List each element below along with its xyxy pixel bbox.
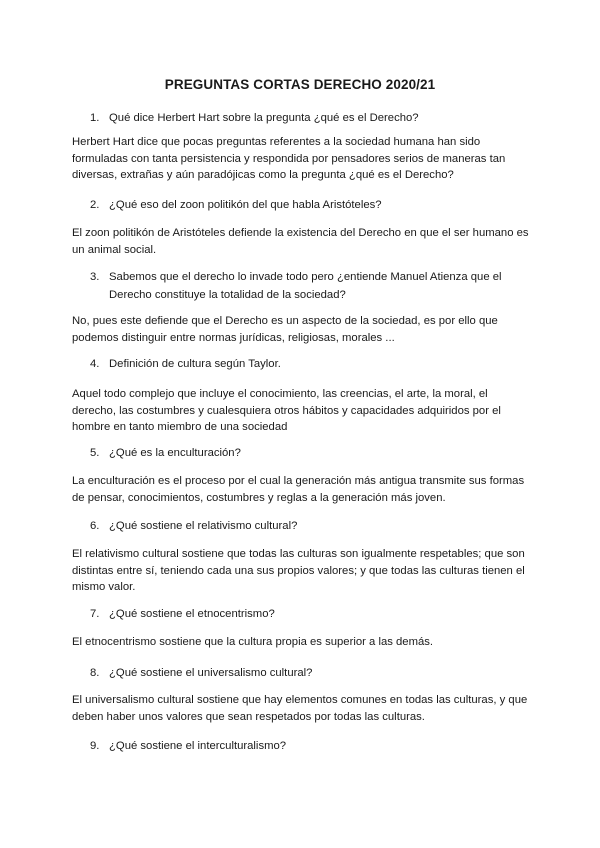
answer-3: No, pues este defiende que el Derecho es un aspecto de la sociedad, es por ello que podemos distinguir entre normas jurídicas, religiosas, morales ... (72, 315, 498, 344)
question-2 (90, 196, 530, 214)
question-text: ¿Qué es la enculturación? (109, 447, 241, 459)
question-text: ¿Qué sostiene el universalismo cultural? (109, 667, 313, 679)
answer-5: La enculturación es el proceso por el cual la generación más antigua transmite sus formas de pensar, conocimientos, costumbres y reglas a la generación más joven. (72, 475, 525, 504)
question-text: ¿Qué sostiene el interculturalismo? (109, 740, 287, 752)
answer-7: El etnocentrismo sostiene que la cultura propia es superior a las demás. (72, 636, 434, 648)
answer-4: Aquel todo complejo que incluye el conocimiento, las creencias, el arte, la moral, el derecho, las costumbres y cualesquiera otros hábitos y capacidades adquiridos por el hombre en tanto miembro de una sociedad (72, 388, 501, 434)
question-7 (90, 605, 530, 623)
answer-2: El zoon politikón de Aristóteles defiende la existencia del Derecho en que el ser humano es un animal social. (72, 227, 529, 256)
question-number: 6. (90, 520, 100, 532)
question-text: ¿Qué sostiene el etnocentrismo? (109, 608, 275, 620)
question-number: 3. (90, 271, 100, 283)
question-number: 7. (90, 608, 100, 620)
question-text: ¿Qué sostiene el relativismo cultural? (109, 520, 298, 532)
document-title: PREGUNTAS CORTAS DERECHO 2020/21 (164, 77, 436, 92)
question-number: 5. (90, 447, 100, 459)
question-text: Sabemos que el derecho lo invade todo pero ¿entiende Manuel Atienza que el Derecho constituye la totalidad de la sociedad? (109, 271, 502, 301)
question-number: 1. (90, 112, 100, 124)
question-5 (90, 444, 530, 462)
question-4 (90, 355, 530, 373)
question-3 (90, 268, 530, 304)
question-text: Definición de cultura según Taylor. (109, 358, 281, 370)
question-1 (90, 109, 530, 127)
question-8 (90, 664, 530, 682)
question-6 (90, 517, 530, 535)
question-9 (90, 737, 530, 755)
answer-6: El relativismo cultural sostiene que todas las culturas son igualmente respetables; que son distintas entre sí, teniendo cada una sus propios valores; y que todas las culturas tienen el mismo valor. (72, 548, 525, 594)
question-number: 9. (90, 740, 100, 752)
question-number: 4. (90, 358, 100, 370)
question-text: Qué dice Herbert Hart sobre la pregunta ¿qué es el Derecho? (109, 112, 419, 124)
question-number: 2. (90, 199, 100, 211)
question-number: 8. (90, 667, 100, 679)
question-text: ¿Qué eso del zoon politikón del que habla Aristóteles? (109, 199, 382, 211)
answer-8: El universalismo cultural sostiene que hay elementos comunes en todas las culturas, y que deben haber unos valores que sean respetados por todas las culturas. (72, 694, 528, 723)
answer-1: Herbert Hart dice que pocas preguntas referentes a la sociedad humana han sido formuladas con tanta persistencia y respondida por pensadores serios de maneras tan diversas, extrañas y aún paradójicas como la pregunta ¿qué es el Derecho? (72, 136, 506, 182)
